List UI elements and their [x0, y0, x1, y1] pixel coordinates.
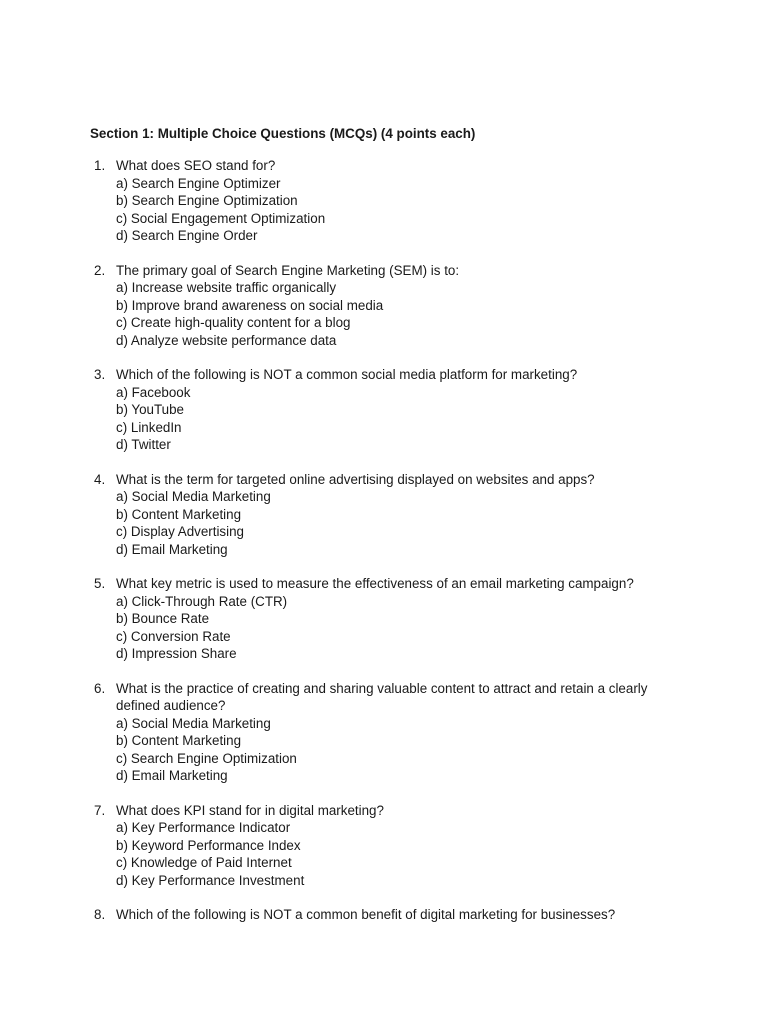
- answer-option: a) Social Media Marketing: [116, 715, 271, 731]
- answer-option: b) Search Engine Optimization: [116, 193, 298, 208]
- answer-option: b) Keyword Performance Index: [116, 837, 301, 853]
- question-item: [90, 471, 690, 559]
- question-number: 2.: [94, 262, 106, 278]
- question-text: Which of the following is NOT a common benefit of digital marketing for businesses?: [116, 907, 616, 922]
- answer-option: b) Content Marketing: [116, 733, 242, 748]
- question-number: 4.: [94, 471, 106, 487]
- answer-option: b) Improve brand awareness on social media: [116, 297, 384, 313]
- answer-option: c) Create high-quality content for a blog: [116, 315, 351, 330]
- question-number: 1.: [94, 158, 106, 173]
- question-number: 6.: [94, 680, 106, 696]
- question-item: [90, 680, 690, 785]
- answer-option: c) Knowledge of Paid Internet: [116, 855, 292, 870]
- question-item: [90, 575, 690, 663]
- answer-option: b) YouTube: [116, 402, 185, 417]
- question-item: [90, 157, 690, 245]
- answer-option: d) Twitter: [116, 437, 171, 452]
- answer-option: a) Key Performance Indicator: [116, 820, 291, 835]
- question-item: [90, 906, 690, 924]
- answer-option: d) Key Performance Investment: [116, 872, 305, 888]
- answer-option: c) LinkedIn: [116, 419, 182, 435]
- question-text: What is the practice of creating and sharing valuable content to attract and retain a clearly defined audience?: [116, 680, 648, 713]
- question-text: What key metric is used to measure the effectiveness of an email marketing campaign?: [116, 576, 634, 591]
- question-number: 8.: [94, 907, 106, 922]
- question-text: Which of the following is NOT a common social media platform for marketing?: [116, 367, 578, 382]
- question-text: The primary goal of Search Engine Marketing (SEM) is to:: [116, 262, 460, 278]
- question-text: What does SEO stand for?: [116, 158, 276, 173]
- question-number: 7.: [94, 802, 106, 818]
- question-text: What is the term for targeted online advertising displayed on websites and apps?: [116, 471, 595, 487]
- answer-option: d) Email Marketing: [116, 768, 228, 783]
- answer-option: d) Impression Share: [116, 646, 237, 661]
- answer-option: c) Display Advertising: [116, 524, 245, 539]
- answer-option: c) Social Engagement Optimization: [116, 210, 326, 226]
- question-number: 5.: [94, 576, 106, 591]
- answer-option: d) Search Engine Order: [116, 228, 258, 243]
- answer-option: b) Bounce Rate: [116, 611, 210, 626]
- question-item: [90, 262, 690, 350]
- answer-option: c) Conversion Rate: [116, 628, 231, 644]
- answer-option: a) Facebook: [116, 384, 191, 400]
- question-item: [90, 802, 690, 890]
- answer-option: d) Email Marketing: [116, 541, 228, 557]
- question-list: [90, 157, 690, 941]
- answer-option: a) Click-Through Rate (CTR): [116, 593, 288, 609]
- answer-option: c) Search Engine Optimization: [116, 750, 297, 766]
- question-item: [90, 366, 690, 454]
- section-heading: Section 1: Multiple Choice Questions (MCQs) (4 points each): [90, 126, 476, 141]
- answer-option: b) Content Marketing: [116, 506, 242, 522]
- answer-option: a) Search Engine Optimizer: [116, 175, 281, 191]
- answer-option: d) Analyze website performance data: [116, 332, 337, 348]
- question-number: 3.: [94, 367, 106, 382]
- answer-option: a) Social Media Marketing: [116, 489, 271, 504]
- answer-option: a) Increase website traffic organically: [116, 280, 337, 295]
- question-text: What does KPI stand for in digital marketing?: [116, 802, 384, 818]
